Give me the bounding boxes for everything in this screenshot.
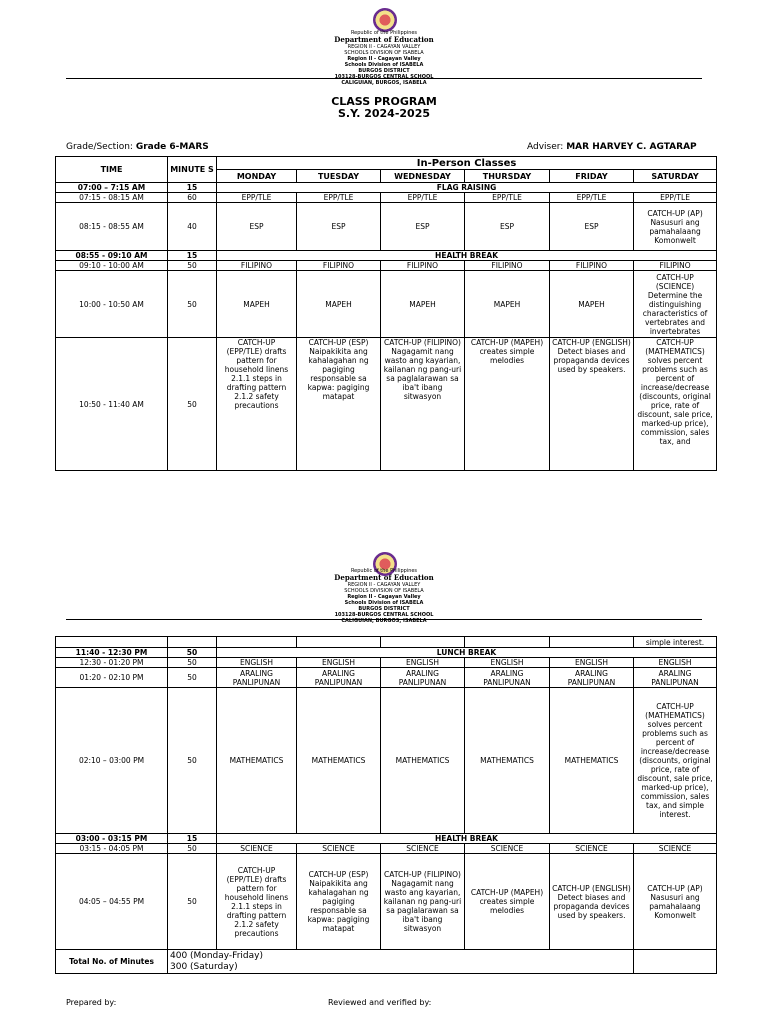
schedule-row: [56, 834, 717, 844]
subject-cell-saturday: CATCH-UP (AP) Nasusuri ang pamahalaang Komonwelt: [634, 203, 717, 251]
division-small: SCHOOLS DIVISION OF ISABELA: [344, 50, 424, 56]
time-cell: 07:15 - 08:15 AM: [56, 193, 168, 203]
total-blank-cell: [634, 950, 717, 974]
subject-cell-saturday: CATCH-UP (AP) Nasusuri ang pamahalaang Komonwelt: [634, 854, 717, 950]
total-minutes-value: [168, 950, 634, 974]
subject-cell-thursday: [465, 637, 550, 648]
minutes-cell: 15: [168, 183, 217, 193]
health-break-cell: HEALTH BREAK: [217, 834, 717, 844]
schedule-row: [56, 648, 717, 658]
subject-cell-thursday: ESP: [465, 203, 550, 251]
header-divider: [66, 78, 702, 79]
school-line: 103128-BURGOS CENTRAL SCHOOL: [334, 74, 434, 80]
class-schedule-table-page-1: [55, 156, 717, 471]
subject-cell-saturday: CATCH-UP (SCIENCE) Determine the distinguishing characteristics of vertebrates and invertebrates: [634, 271, 717, 338]
minutes-cell: 50: [168, 854, 217, 950]
subject-cell-monday: FILIPINO: [217, 261, 297, 271]
subject-cell-monday: SCIENCE: [217, 844, 297, 854]
division-small: SCHOOLS DIVISION OF ISABELA: [344, 588, 424, 594]
subject-cell-thursday: ENGLISH: [465, 658, 550, 668]
subject-cell-monday: MATHEMATICS: [217, 688, 297, 834]
minutes-cell: 50: [168, 338, 217, 471]
subject-cell-wednesday: CATCH-UP (FILIPINO) Nagagamit nang wasto ang kayarian, kailanan ng pang-uri sa paglalarawan sa iba't ibang sitwasyon: [381, 338, 465, 471]
day-header-friday: FRIDAY: [550, 170, 634, 183]
subject-cell-saturday: ARALING PANLIPUNAN: [634, 668, 717, 688]
schedule-row: [56, 261, 717, 271]
subject-cell-wednesday: FILIPINO: [381, 261, 465, 271]
day-header-wednesday: WEDNESDAY: [381, 170, 465, 183]
subject-cell-thursday: SCIENCE: [465, 844, 550, 854]
subject-cell-friday: ARALING PANLIPUNAN: [550, 668, 634, 688]
schedule-row: [56, 637, 717, 648]
subject-cell-friday: ESP: [550, 203, 634, 251]
subject-cell-wednesday: MAPEH: [381, 271, 465, 338]
header-divider-page-2: [66, 619, 702, 620]
subject-cell-wednesday: ARALING PANLIPUNAN: [381, 668, 465, 688]
time-cell: 07:00 – 7:15 AM: [56, 183, 168, 193]
minutes-cell: 15: [168, 834, 217, 844]
minutes-cell: 15: [168, 251, 217, 261]
flag-raising-cell: FLAG RAISING: [217, 183, 717, 193]
subject-cell-saturday: CATCH-UP (MATHEMATICS) solves percent problems such as percent of increase/decrease (discounts, original price, rate of discount, sale price, marked-up price), commission, sales tax, and simple interest.: [634, 688, 717, 834]
header-row: [56, 157, 717, 170]
time-cell: 03:00 - 03:15 PM: [56, 834, 168, 844]
subject-cell-tuesday: CATCH-UP (ESP) Naipakikita ang kahalagahan ng pagiging responsable sa kapwa: pagiging matapat: [297, 854, 381, 950]
subject-cell-wednesday: MATHEMATICS: [381, 688, 465, 834]
day-header-tuesday: TUESDAY: [297, 170, 381, 183]
minutes-cell: 50: [168, 688, 217, 834]
subject-cell-thursday: ARALING PANLIPUNAN: [465, 668, 550, 688]
department-name: Department of Education: [334, 573, 434, 582]
schedule-row: [56, 844, 717, 854]
subject-cell-monday: CATCH-UP (EPP/TLE) drafts pattern for household linens 2.1.1 steps in drafting pattern 2.1.2 safety precautions: [217, 338, 297, 471]
subject-cell-monday: ENGLISH: [217, 658, 297, 668]
subject-cell-saturday: ENGLISH: [634, 658, 717, 668]
subject-cell-saturday: EPP/TLE: [634, 193, 717, 203]
subject-cell-tuesday: CATCH-UP (ESP) Naipakikita ang kahalagahan ng pagiging responsable sa kapwa: pagiging matapat: [297, 338, 381, 471]
subject-cell-thursday: MATHEMATICS: [465, 688, 550, 834]
day-header-monday: MONDAY: [217, 170, 297, 183]
time-header: TIME: [56, 157, 168, 183]
subject-cell-tuesday: ARALING PANLIPUNAN: [297, 668, 381, 688]
minutes-cell: [168, 637, 217, 648]
subject-cell-tuesday: SCIENCE: [297, 844, 381, 854]
subject-cell-friday: EPP/TLE: [550, 193, 634, 203]
letterhead-page-2: [0, 568, 768, 624]
district-line: BURGOS DISTRICT: [358, 606, 410, 612]
subject-cell-tuesday: ENGLISH: [297, 658, 381, 668]
subject-cell-wednesday: ESP: [381, 203, 465, 251]
subject-cell-saturday: SCIENCE: [634, 844, 717, 854]
document-title: [0, 96, 768, 120]
subject-cell-thursday: MAPEH: [465, 271, 550, 338]
subject-cell-friday: CATCH-UP (ENGLISH) Detect biases and propaganda devices used by speakers.: [550, 338, 634, 471]
subject-cell-monday: CATCH-UP (EPP/TLE) drafts pattern for household linens 2.1.1 steps in drafting pattern 2.1.2 safety precautions: [217, 854, 297, 950]
subject-cell-monday: [217, 637, 297, 648]
time-cell: 01:20 - 02:10 PM: [56, 668, 168, 688]
subject-cell-friday: SCIENCE: [550, 844, 634, 854]
school-line: 103128-BURGOS CENTRAL SCHOOL: [334, 612, 434, 618]
region-line: Region II - Cagayan Valley: [347, 594, 421, 600]
minutes-header: MINUTE S: [168, 157, 217, 183]
schedule-row: [56, 193, 717, 203]
lunch-break-cell: LUNCH BREAK: [217, 648, 717, 658]
region-small: REGION II - CAGAYAN VALLEY: [347, 44, 421, 50]
department-name: Department of Education: [334, 35, 434, 44]
subject-cell-wednesday: EPP/TLE: [381, 193, 465, 203]
total-minutes-row: [56, 950, 717, 974]
republic-line: Republic of the Philippines: [350, 568, 418, 574]
time-cell: 03:15 - 04:05 PM: [56, 844, 168, 854]
subject-cell-friday: CATCH-UP (ENGLISH) Detect biases and propaganda devices used by speakers.: [550, 854, 634, 950]
day-header-thursday: THURSDAY: [465, 170, 550, 183]
total-weekday: 400 (Monday-Friday): [170, 950, 263, 961]
time-cell: 02:10 – 03:00 PM: [56, 688, 168, 834]
schedule-row: [56, 271, 717, 338]
subject-cell-saturday: simple interest.: [634, 637, 717, 648]
region-small: REGION II - CAGAYAN VALLEY: [347, 582, 421, 588]
subject-cell-thursday: FILIPINO: [465, 261, 550, 271]
subject-cell-tuesday: ESP: [297, 203, 381, 251]
time-cell: [56, 637, 168, 648]
subject-cell-friday: ENGLISH: [550, 658, 634, 668]
subject-cell-wednesday: SCIENCE: [381, 844, 465, 854]
title-line-1: CLASS PROGRAM: [331, 95, 437, 108]
subject-cell-friday: [550, 637, 634, 648]
minutes-cell: 40: [168, 203, 217, 251]
subject-cell-wednesday: [381, 637, 465, 648]
subject-cell-thursday: EPP/TLE: [465, 193, 550, 203]
time-cell: 10:50 - 11:40 AM: [56, 338, 168, 471]
time-cell: 10:00 - 10:50 AM: [56, 271, 168, 338]
time-cell: 09:10 - 10:00 AM: [56, 261, 168, 271]
minutes-cell: 50: [168, 261, 217, 271]
schedule-row: [56, 183, 717, 193]
adviser-value: MAR HARVEY C. AGTARAP: [566, 142, 697, 152]
adviser: [527, 142, 697, 152]
grade-section: [66, 142, 209, 152]
republic-line: Republic of the Philippines: [350, 30, 418, 36]
time-cell: 08:55 - 09:10 AM: [56, 251, 168, 261]
district-line: BURGOS DISTRICT: [358, 68, 410, 74]
reviewed-by: Reviewed and verified by:: [328, 998, 432, 1007]
subject-cell-monday: ESP: [217, 203, 297, 251]
title-line-2: S.Y. 2024-2025: [337, 107, 431, 120]
deped-seal-icon: [373, 8, 397, 32]
time-cell: 04:05 – 04:55 PM: [56, 854, 168, 950]
class-schedule-table-page-2: [55, 636, 717, 974]
prepared-by: Prepared by:: [66, 998, 117, 1007]
total-saturday: 300 (Saturday): [170, 961, 238, 972]
subject-cell-monday: EPP/TLE: [217, 193, 297, 203]
division-line: Schools Division of ISABELA: [344, 62, 424, 68]
in-person-header: In-Person Classes: [217, 157, 717, 170]
subject-cell-friday: FILIPINO: [550, 261, 634, 271]
subject-cell-saturday: CATCH-UP (MATHEMATICS) solves percent problems such as percent of increase/decrease (discounts, original price, rate of discount, sale price, marked-up price), commission, sales tax, and: [634, 338, 717, 471]
schedule-row: [56, 658, 717, 668]
subject-cell-monday: ARALING PANLIPUNAN: [217, 668, 297, 688]
minutes-cell: 60: [168, 193, 217, 203]
subject-cell-thursday: CATCH-UP (MAPEH) creates simple melodies: [465, 338, 550, 471]
schedule-row: [56, 203, 717, 251]
minutes-cell: 50: [168, 668, 217, 688]
subject-cell-tuesday: MAPEH: [297, 271, 381, 338]
schedule-row: [56, 668, 717, 688]
division-line: Schools Division of ISABELA: [344, 600, 424, 606]
subject-cell-thursday: CATCH-UP (MAPEH) creates simple melodies: [465, 854, 550, 950]
minutes-cell: 50: [168, 658, 217, 668]
subject-cell-tuesday: EPP/TLE: [297, 193, 381, 203]
adviser-label: Adviser:: [527, 142, 564, 152]
subject-cell-wednesday: CATCH-UP (FILIPINO) Nagagamit nang wasto ang kayarian, kailanan ng pang-uri sa paglalarawan sa iba't ibang sitwasyon: [381, 854, 465, 950]
subject-cell-friday: MAPEH: [550, 271, 634, 338]
minutes-cell: 50: [168, 844, 217, 854]
subject-cell-monday: MAPEH: [217, 271, 297, 338]
grade-section-label: Grade/Section:: [66, 142, 133, 152]
minutes-cell: 50: [168, 271, 217, 338]
time-cell: 11:40 - 12:30 PM: [56, 648, 168, 658]
subject-cell-tuesday: FILIPINO: [297, 261, 381, 271]
health-break-cell: HEALTH BREAK: [217, 251, 717, 261]
address-line: CALIGUIAN, BURGOS, ISABELA: [341, 80, 427, 86]
region-line: Region II - Cagayan Valley: [347, 56, 421, 62]
grade-section-value: Grade 6-MARS: [135, 142, 209, 152]
subject-cell-friday: MATHEMATICS: [550, 688, 634, 834]
address-line: CALIGUIAN, BURGOS, ISABELA: [341, 618, 427, 624]
minutes-cell: 50: [168, 648, 217, 658]
subject-cell-wednesday: ENGLISH: [381, 658, 465, 668]
schedule-row: [56, 251, 717, 261]
time-cell: 08:15 - 08:55 AM: [56, 203, 168, 251]
schedule-row: [56, 854, 717, 950]
schedule-row: [56, 688, 717, 834]
day-header-saturday: SATURDAY: [634, 170, 717, 183]
total-minutes-label: Total No. of Minutes: [56, 950, 168, 974]
subject-cell-tuesday: MATHEMATICS: [297, 688, 381, 834]
schedule-row: [56, 338, 717, 471]
time-cell: 12:30 - 01:20 PM: [56, 658, 168, 668]
subject-cell-saturday: FILIPINO: [634, 261, 717, 271]
subject-cell-tuesday: [297, 637, 381, 648]
